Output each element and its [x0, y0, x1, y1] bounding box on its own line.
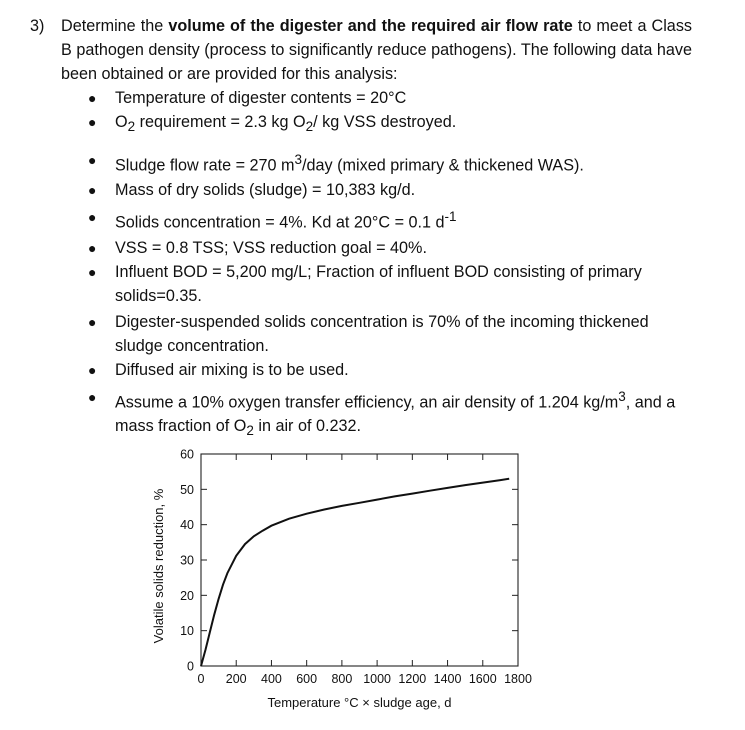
flow-text-a: Sludge flow rate = 270 m — [115, 156, 295, 175]
x-tick-label: 200 — [225, 672, 247, 686]
problem-3 — [30, 14, 692, 444]
bullet-dot-icon: ● — [88, 152, 97, 169]
bullet-o2-requirement — [30, 110, 692, 139]
bullet-solids-concentration — [30, 205, 692, 234]
flow-text-b: /day (mixed primary & thickened WAS). — [302, 156, 584, 175]
solids-text: Solids concentration = 4%. Kd at 20°C = 0.1 d — [115, 213, 445, 232]
intro-suffix: to meet a Class B pathogen density (process to significantly reduce pathogens). The following data have been obtained or are provided for this analysis: — [61, 17, 693, 83]
y-tick-label: 10 — [180, 624, 194, 639]
o2-text-b: requirement = 2.3 kg O — [135, 113, 306, 131]
bullet-vss — [30, 236, 692, 260]
intro-bold: volume of the digester and the required air flow rate — [168, 17, 573, 35]
plot-frame — [201, 454, 518, 666]
y-tick-label: 30 — [180, 553, 194, 568]
bullet-dot-icon: ● — [88, 240, 97, 257]
flow-superscript: 3 — [294, 152, 303, 168]
bullet-dot-icon: ● — [88, 389, 97, 406]
y-tick-label: 0 — [187, 659, 194, 674]
bullet-oxygen-transfer — [30, 385, 692, 444]
given-data-list — [30, 86, 692, 444]
bullet-dot-icon: ● — [88, 114, 97, 130]
mixing-text: Diffused air mixing is to be used. — [115, 361, 349, 380]
y-tick-label: 20 — [180, 588, 194, 603]
solids-superscript: -1 — [444, 208, 457, 224]
o2-text-a: O — [115, 113, 128, 131]
bullet-dry-solids — [30, 178, 692, 202]
y-tick-label: 50 — [180, 482, 194, 497]
chart-svg — [140, 440, 560, 725]
x-tick-label: 0 — [197, 672, 205, 686]
bullet-mixing — [30, 358, 692, 382]
bullet-dot-icon: ● — [88, 208, 97, 225]
problem-intro — [30, 14, 692, 86]
o2-subscript: 2 — [305, 119, 314, 135]
bod-text: Influent BOD = 5,200 mg/L; Fraction of influent BOD consisting of primary solids=0.35. — [115, 263, 642, 306]
mass-text: Mass of dry solids (sludge) = 10,383 kg/d. — [115, 180, 416, 199]
temperature-text: Temperature of digester contents = 20°C — [115, 89, 407, 107]
vs-reduction-chart — [140, 440, 560, 725]
bullet-dot-icon: ● — [88, 362, 97, 379]
x-tick-label: 1600 — [468, 672, 497, 686]
bullet-dot-icon: ● — [88, 181, 97, 198]
x-tick-label: 600 — [296, 672, 318, 686]
bullet-influent-bod — [30, 260, 692, 308]
x-tick-label: 1800 — [504, 672, 532, 686]
bullet-sludge-flow — [30, 148, 692, 177]
x-tick-label: 1200 — [398, 672, 427, 686]
assume-text-b: , and a mass fraction of O — [115, 393, 676, 436]
bullet-dot-icon: ● — [88, 264, 97, 281]
o2-subscript: 2 — [127, 119, 136, 135]
x-tick-label: 800 — [331, 672, 353, 686]
bullet-dot-icon: ● — [88, 90, 97, 106]
digester-text: Digester-suspended solids concentration is 70% of the incoming thickened sludge concentration. — [115, 313, 649, 356]
y-axis-label: Volatile solids reduction, % — [151, 488, 166, 644]
x-tick-label: 400 — [261, 672, 282, 686]
assume-text-c: in air of 0.232. — [253, 417, 361, 436]
bullet-dot-icon: ● — [88, 314, 97, 331]
y-tick-label: 60 — [180, 447, 194, 462]
x-tick-label: 1000 — [363, 672, 392, 686]
y-tick-label: 40 — [180, 518, 194, 533]
bullet-digester-solids — [30, 310, 692, 358]
x-tick-label: 1400 — [433, 672, 462, 686]
problem-number: 3) — [30, 17, 45, 35]
x-axis-label: Temperature °C × sludge age, d — [267, 695, 452, 710]
assume-subscript: 2 — [246, 423, 254, 439]
bullet-temperature — [30, 86, 692, 110]
vss-text: VSS = 0.8 TSS; VSS reduction goal = 40%. — [115, 239, 427, 258]
assume-text-a: Assume a 10% oxygen transfer efficiency, an air density of 1.204 kg/m — [115, 393, 619, 412]
assume-superscript: 3 — [618, 389, 626, 405]
intro-prefix: Determine the — [61, 17, 169, 35]
o2-text-c: / kg VSS destroyed. — [313, 113, 457, 131]
series-line — [201, 479, 509, 666]
